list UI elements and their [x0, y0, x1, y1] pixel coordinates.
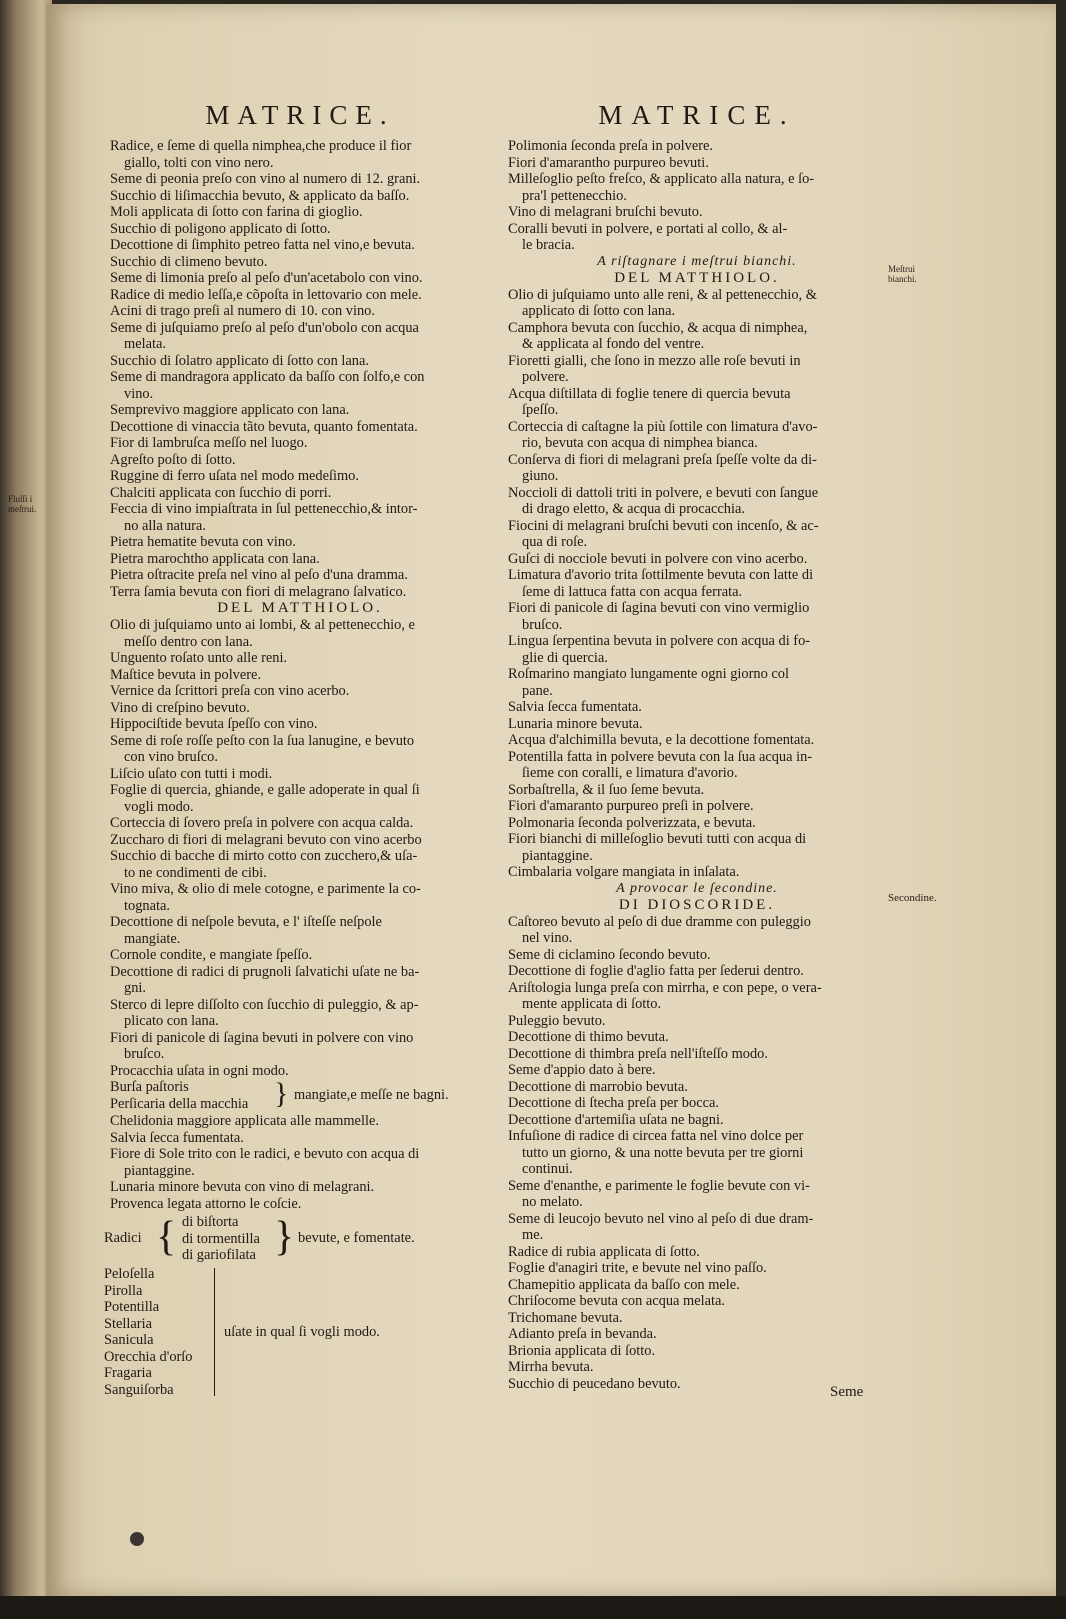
right-column: [508, 100, 886, 1392]
entry-line: Seme di juſquiamo preſo al peſo d'un'obolo con acqua: [110, 319, 419, 336]
entry-line: Seme di roſe roſſe peſto con la ſua lanugine, e bevuto: [110, 732, 415, 749]
bursa-item: Perſicaria della macchia: [110, 1095, 249, 1112]
entry-line: Pietra oſtracite preſa nel vino al peſo d'una dramma.: [110, 567, 408, 583]
entry-line: Olio di juſquiamo unto alle reni, & al pettenecchio, &: [508, 286, 817, 303]
entry-line: Puleggio bevuto.: [508, 1012, 606, 1029]
entry-line: Seme d'enanthe, e parimente le foglie bevute con vi-: [508, 1177, 810, 1194]
entry-line: bruſco.: [522, 616, 563, 633]
entry-line: Succhio di bacche di mirto cotto con zucchero,& uſa-: [110, 848, 418, 864]
entry-line: Decottione d'artemiſia uſata ne bagni.: [508, 1111, 724, 1128]
entry-line: mente applicata di ſotto.: [522, 996, 662, 1012]
right-heading-matthiolo: DEL MATTHIOLO.: [614, 269, 780, 286]
entry-line: Infuſione di radice di circea fatta nel vino dolce per: [508, 1128, 804, 1144]
radici-label: Radici: [104, 1230, 142, 1246]
entry-line: Polmonaria ſeconda polverizzata, e bevuta.: [508, 814, 756, 831]
entry-line: con vino bruſco.: [124, 749, 218, 765]
entry-line: Decottione di ſimphito petreo fatta nel vino,e bevuta.: [110, 237, 415, 253]
entry-line: & applicata al fondo del ventre.: [522, 336, 705, 352]
ink-blot: [130, 1532, 144, 1546]
entry-line: Salvia ſecca fumentata.: [110, 1129, 244, 1146]
left-column-title: MATRICE.: [205, 100, 395, 130]
entry-line: le bracia.: [522, 237, 575, 253]
right-heading-dioscoride: DI DIOSCORIDE.: [618, 896, 776, 913]
entry-line: Vino di melagrani bruſchi bevuto.: [508, 204, 703, 220]
entry-line: vogli modo.: [124, 798, 194, 815]
entry-line: pane.: [522, 682, 553, 699]
entry-line: Fiori di panicole di ſagina bevuti con vino vermiglio: [508, 600, 810, 616]
herb-item: Sanicula: [104, 1332, 154, 1348]
entry-line: Succhio di liſimacchia bevuto, & applicato da baſſo.: [110, 187, 410, 204]
entry-line: Succhio di poligono applicato di ſotto.: [110, 220, 331, 237]
entry-line: Agreſto poſto di ſotto.: [110, 451, 236, 468]
entry-line: polvere.: [522, 369, 569, 385]
radici-note: bevute, e fomentate.: [298, 1230, 415, 1246]
entry-line: giallo, tolti con vino nero.: [124, 154, 274, 171]
herb-item: Pirolla: [104, 1282, 143, 1299]
entry-line: applicato di ſotto con lana.: [522, 303, 676, 319]
entry-line: Decottione di thimo bevuta.: [508, 1029, 669, 1045]
entry-line: Succhio di peucedano bevuto.: [508, 1375, 681, 1392]
right-entries-2: [508, 287, 886, 881]
margin-note-secondine: Secondine.: [888, 892, 937, 904]
entry-line: Camphora bevuta con ſucchio, & acqua di nimphea,: [508, 319, 808, 336]
entry-line: Mirrha bevuta.: [508, 1359, 594, 1375]
entry-line: Chamepitio applicata da baſſo con mele.: [508, 1276, 740, 1293]
entry-line: Ruggine di ferro uſata nel modo medeſimo.: [110, 468, 359, 484]
herbs-note: uſate in qual ſi vogli modo.: [224, 1324, 380, 1340]
entry-line: Cimbalaria volgare mangiata in inſalata.: [508, 864, 740, 880]
entry-line: Seme di limonia preſo al peſo d'un'acetabolo con vino.: [110, 270, 423, 286]
entry-line: Moli applicata di ſotto con farina di gioglio.: [110, 204, 363, 220]
entry-line: bruſco.: [124, 1046, 165, 1062]
entry-line: me.: [522, 1227, 544, 1243]
right-entries-1: [508, 138, 886, 254]
entry-line: giuno.: [522, 468, 559, 484]
catchword: Seme: [830, 1384, 864, 1400]
entry-line: Seme di mandragora applicato da baſſo con ſolfo,e con: [110, 369, 425, 385]
entry-line: Trichomane bevuta.: [508, 1309, 623, 1326]
herb-item: Stellaria: [104, 1315, 152, 1332]
left-column: [104, 100, 490, 1400]
entry-line: piantaggine.: [522, 847, 593, 864]
bottom-edge: [0, 1596, 1066, 1619]
entry-line: glie di quercia.: [522, 649, 608, 666]
entry-line: Vino di creſpino bevuto.: [110, 699, 250, 716]
entry-line: Coralli bevuti in polvere, e portati al collo, & al-: [508, 220, 788, 237]
entry-line: Salvia ſecca fumentata.: [508, 699, 642, 715]
entry-line: Succhio di climeno bevuto.: [110, 253, 268, 270]
radici-item: di biſtorta: [182, 1214, 239, 1230]
entry-line: Milleſoglio peſto freſco, & applicato alla natura, e ſo-: [508, 171, 815, 187]
entry-line: no alla natura.: [124, 517, 206, 534]
entry-line: Decottione di foglie d'aglio fatta per ſederui dentro.: [508, 963, 804, 979]
entry-line: ſpeſſo.: [522, 402, 559, 418]
entry-line: Acini di trago preſi al numero di 10. con vino.: [110, 303, 375, 319]
entry-line: Ariſtologia lunga preſa con mirrha, e con pepe, o vera-: [508, 979, 822, 996]
entry-line: Provenca legata attorno le coſcie.: [110, 1195, 302, 1212]
entry-line: tognata.: [124, 897, 170, 914]
entry-line: no melato.: [522, 1194, 583, 1210]
herb-item: Orecchia d'orſo: [104, 1348, 193, 1365]
entry-line: Liſcio uſato con tutti i modi.: [110, 765, 273, 782]
bursa-item: Burſa paſtoris: [110, 1079, 189, 1095]
entry-line: Fiocini di melagrani bruſchi bevuti con incenſo, & ac-: [508, 517, 819, 534]
entry-line: Seme d'appio dato à bere.: [508, 1062, 656, 1078]
entry-line: Caſtoreo bevuto al peſo di due dramme con puleggio: [508, 913, 811, 930]
entry-line: Chalciti applicata con ſucchio di porri.: [110, 484, 332, 501]
radici-item: di tormentilla: [182, 1230, 260, 1247]
entry-line: Conſerva di fiori di melagrani preſa ſpeſſe volte da di-: [508, 451, 817, 468]
left-entries-3: [110, 1113, 490, 1212]
brace-icon: }: [274, 1214, 295, 1260]
right-entries-3: [508, 914, 886, 1393]
right-subheading-mestrui: A riſtagnare i meſtrui bianchi.: [597, 253, 797, 269]
entry-line: Seme di leucojo bevuto nel vino al peſo di due dram-: [508, 1210, 814, 1227]
bursa-note: mangiate,e meſſe ne bagni.: [294, 1087, 449, 1103]
entry-line: Procacchia uſata in ogni modo.: [110, 1062, 289, 1079]
entry-line: Fiori d'amarantho purpureo bevuti.: [508, 154, 709, 171]
entry-line: di drago eletto, & acqua di procacchia.: [522, 501, 745, 517]
entry-line: Zuccharo di fiori di melagrani bevuto con vino acerbo: [110, 831, 422, 848]
entry-line: Vino miva, & olio di mele cotogne, e parimente la co-: [110, 881, 421, 897]
entry-line: ſieme con coralli, e limatura d'avorio.: [522, 765, 738, 781]
entry-line: continui.: [522, 1161, 573, 1177]
entry-line: Maſtice bevuta in polvere.: [110, 666, 262, 683]
entry-line: Chelidonia maggiore applicata alle mammelle.: [110, 1113, 379, 1129]
entry-line: Unguento roſato unto alle reni.: [110, 650, 288, 666]
entry-line: Acqua d'alchimilla bevuta, e la decottione fomentata.: [508, 732, 815, 748]
entry-line: Succhio di ſolatro applicato di ſotto con lana.: [110, 352, 369, 369]
entry-line: tutto un giorno, & una notte bevuta per tre giorni: [522, 1144, 804, 1161]
entry-line: Fiore di Sole trito con le radici, e bevuto con acqua di: [110, 1146, 420, 1162]
margin-note-mestrui-bianchi: Meſtrui bianchi.: [888, 264, 917, 284]
entry-line: piantaggine.: [124, 1162, 195, 1179]
entry-line: nel vino.: [522, 930, 573, 946]
entry-line: meſſo dentro con lana.: [124, 633, 253, 650]
herb-item: Sanguiſorba: [104, 1381, 174, 1398]
radici-item: di gariofilata: [182, 1247, 256, 1263]
entry-line: Radice, e ſeme di quella nimphea,che produce il fior: [110, 138, 412, 154]
entry-line: Fioretti gialli, che ſono in mezzo alle roſe bevuti in: [508, 352, 801, 369]
entry-line: Decottione di neſpole bevuta, e l' iſteſſe neſpole: [110, 914, 382, 930]
herb-item: Potentilla: [104, 1299, 160, 1315]
entry-line: Lunaria minore bevuta con vino di melagrani.: [110, 1179, 375, 1195]
entry-line: Seme di peonia preſo con vino al numero di 12. grani.: [110, 171, 421, 187]
herb-item: Peloſella: [104, 1266, 155, 1282]
entry-line: qua di roſe.: [522, 534, 588, 550]
entry-line: Radice di medio leſſa,e cõpoſta in lettovario con mele.: [110, 286, 422, 303]
entry-line: Foglie d'anagiri trite, e bevute nel vino paſſo.: [508, 1260, 767, 1276]
entry-line: Decottione di radici di prugnoli ſalvatichi uſate ne ba-: [110, 963, 420, 980]
entry-line: rio, bevuta con acqua di nimphea bianca.: [522, 435, 758, 451]
entry-line: Hippociſtide bevuta ſpeſſo con vino.: [110, 716, 318, 732]
entry-line: Guſci di nocciole bevuti in polvere con vino acerbo.: [508, 550, 808, 567]
brace-icon: }: [274, 1077, 289, 1110]
radici-group: [104, 1214, 490, 1266]
entry-line: Lunaria minore bevuta.: [508, 715, 643, 732]
entry-line: Pietra hematite bevuta con vino.: [110, 534, 296, 550]
entry-line: plicato con lana.: [124, 1013, 219, 1029]
entry-line: Sorbaſtrella, & il ſuo ſeme bevuta.: [508, 781, 705, 798]
entry-line: Corteccia di caſtagne la più ſottile con limatura d'avo-: [508, 418, 818, 435]
entry-line: Limatura d'avorio trita ſottilmente bevuta con latte di: [508, 567, 814, 583]
entry-line: Decottione di ſtecha preſa per bocca.: [508, 1095, 719, 1111]
entry-line: Sterco di lepre diſſolto con ſucchio di puleggio, & ap-: [110, 996, 419, 1013]
entry-line: Polimonia ſeconda preſa in polvere.: [508, 138, 714, 154]
bursa-group: [110, 1079, 490, 1113]
entry-line: gni.: [124, 980, 146, 996]
entry-line: Roſmarino mangiato lungamente ogni giorno col: [508, 666, 789, 682]
entry-line: Foglie di quercia, ghiande, e galle adoperate in qual ſi: [110, 782, 420, 798]
entry-line: Terra ſamia bevuta con fiori di melagrano ſalvatico.: [110, 583, 407, 600]
entry-line: Decottione di marrobio bevuta.: [508, 1078, 688, 1095]
herb-item: Fragaria: [104, 1365, 152, 1381]
entry-line: melata.: [124, 336, 166, 352]
book-gutter: [0, 0, 52, 1619]
entry-line: Semprevivo maggiore applicato con lana.: [110, 402, 350, 418]
entry-line: Potentilla fatta in polvere bevuta con la ſua acqua in-: [508, 748, 813, 765]
herbs-group: [104, 1266, 490, 1400]
entry-line: Decottione di vinaccia tãto bevuta, quanto fomentata.: [110, 418, 418, 435]
entry-line: Pietra marochtho applicata con lana.: [110, 550, 320, 567]
entry-line: vino.: [124, 385, 154, 402]
entry-line: Noccioli di dattoli triti in polvere, e bevuti con ſangue: [508, 484, 819, 501]
entry-line: Fiori d'amaranto purpureo preſi in polvere.: [508, 798, 754, 814]
brace-icon: {: [156, 1214, 177, 1260]
entry-line: Acqua diſtillata di foglie tenere di quercia bevuta: [508, 385, 791, 402]
entry-line: mangiate.: [124, 930, 181, 947]
entry-line: Lingua ſerpentina bevuta in polvere con acqua di fo-: [508, 633, 811, 649]
entry-line: Brionia applicata di ſotto.: [508, 1342, 656, 1359]
entry-line: Fiori di panicole di ſagina bevuti in polvere con vino: [110, 1029, 414, 1046]
margin-note-flussi: Fluſſi i meſtrui.: [8, 494, 37, 514]
right-column-title: MATRICE.: [598, 100, 796, 130]
entry-line: Olio di juſquiamo unto ai lombi, & al pettenecchio, e: [110, 617, 415, 633]
entry-line: Corteccia di ſovero preſa in polvere con acqua calda.: [110, 815, 414, 831]
brace-icon: [208, 1268, 215, 1396]
entry-line: Fiori bianchi di milleſoglio bevuti tutti con acqua di: [508, 831, 807, 847]
entry-line: Cornole condite, e mangiate ſpeſſo.: [110, 947, 313, 963]
entry-line: to ne condimenti de cibi.: [124, 864, 267, 881]
entry-line: Seme di ciclamino ſecondo bevuto.: [508, 946, 711, 963]
left-heading-matthiolo: DEL MATTHIOLO.: [217, 600, 383, 616]
entry-line: Radice di rubia applicata di ſotto.: [508, 1243, 700, 1260]
entry-line: ſeme di lattuca fatta con acqua ferrata.: [522, 583, 743, 600]
entry-line: pra'l pettenecchio.: [522, 187, 627, 204]
entry-line: Chriſocome bevuta con acqua melata.: [508, 1293, 725, 1309]
entry-line: Decottione di thimbra preſa nell'iſteſſo modo.: [508, 1045, 768, 1062]
entry-line: Fior di lambruſca meſſo nel luogo.: [110, 435, 308, 451]
entry-line: Feccia di vino impiaſtrata in ſul pettenecchio,& intor-: [110, 501, 418, 517]
left-entries-1: [110, 138, 490, 600]
left-entries-2: [110, 617, 490, 1079]
entry-line: Adianto preſa in bevanda.: [508, 1326, 657, 1342]
entry-line: Vernice da ſcrittori preſa con vino acerbo.: [110, 683, 350, 699]
right-subheading-secondine: A provocar le ſecondine.: [616, 880, 778, 896]
